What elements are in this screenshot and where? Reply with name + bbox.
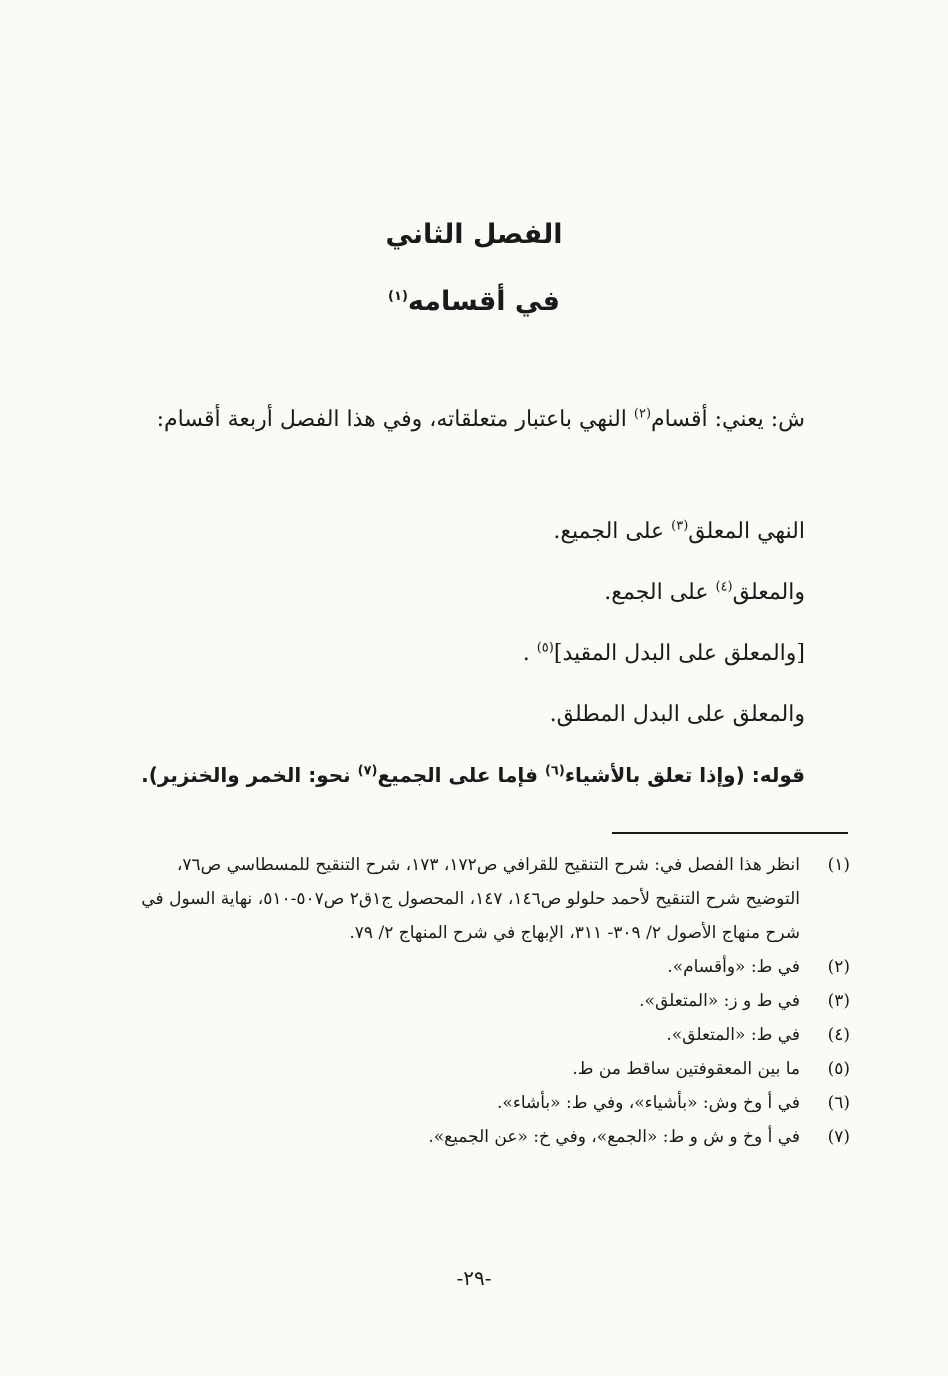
footnote — [140, 1120, 850, 1154]
item-text: على الجميع. — [553, 519, 672, 544]
item-text: . — [522, 641, 537, 666]
footnote-separator — [612, 832, 848, 834]
footnote — [140, 1086, 850, 1120]
intro-text: النهي باعتبار متعلقاته، وفي هذا الفصل أربعة أقسام: — [156, 407, 634, 432]
chapter-subtitle-text: في أقسامه — [407, 286, 560, 317]
footnote-number: (٦) — [827, 1093, 850, 1113]
page-number: -٢٩- — [456, 1266, 492, 1290]
footnote — [140, 848, 850, 950]
quote-text: قوله: (وإذا تعلق بالأشياء — [564, 763, 805, 787]
footnote-number: (٣) — [827, 991, 850, 1011]
quote-text: نحو: الخمر والخنزير). — [141, 763, 358, 787]
intro-text: ش: يعني: أقسام — [651, 407, 805, 432]
footnote-ref: (٤) — [715, 579, 733, 595]
footnote-number: (١) — [827, 855, 850, 875]
chapter-title: الفصل الثاني — [385, 219, 563, 250]
main-text — [140, 405, 805, 787]
footnote-text: ما بين المعقوفتين ساقط من ط. — [572, 1059, 800, 1079]
footnote-ref: (٦) — [544, 763, 565, 779]
footnote — [140, 950, 850, 984]
division-item — [553, 517, 805, 547]
footnote-number: (٥) — [827, 1059, 850, 1079]
footnote-text: انظر هذا الفصل في: شرح التنقيح للقرافي ص١٧٢، ١٧٣، شرح التنقيح للمسطاسي ص٧٦، التوضيح شرح التنقيح لأحمد حلولو ص١٤٦، ١٤٧، المحصول ج١ق٢ ص٥٠٧-٥١٠، نهاية السول في شرح منهاج الأصول ٢/ ٣٠٩- ٣١١، الإبهاج في شرح المنهاج ٢/ ٧٩. — [141, 855, 800, 943]
footnote — [140, 984, 850, 1018]
footnote-ref: (١) — [388, 289, 408, 304]
footnote-number: (٢) — [827, 957, 850, 977]
footnote — [140, 1052, 850, 1086]
item-text: [والمعلق على البدل المقيد] — [553, 641, 805, 666]
footnote — [140, 1018, 850, 1052]
item-text: على الجمع. — [604, 580, 716, 605]
footnote-text: في ط و ز: «المتعلق». — [639, 991, 800, 1011]
chapter-subtitle — [0, 282, 948, 322]
footnote-number: (٧) — [827, 1127, 850, 1147]
footnote-text: في ط: «المتعلق». — [666, 1025, 800, 1045]
item-text: والمعلق — [732, 580, 805, 605]
footnote-ref: (٧) — [357, 763, 378, 779]
quoted-text — [141, 760, 805, 790]
footnote-text: في ط: «وأقسام». — [667, 957, 800, 977]
footnote-ref: (٣) — [671, 518, 689, 534]
division-item — [604, 578, 805, 608]
footnote-text: في أ وخ و ش و ط: «الجمع»، وفي خ: «عن الجميع». — [428, 1127, 800, 1147]
footnote-ref: (٢) — [633, 406, 652, 422]
footnote-text: في أ وخ وش: «بأشياء»، وفي ط: «بأشاء». — [497, 1093, 800, 1113]
footnotes-list — [140, 848, 850, 1154]
item-text: والمعلق على البدل المطلق. — [549, 702, 805, 727]
intro-paragraph — [140, 405, 805, 435]
division-item — [550, 700, 805, 730]
quote-text: فإما على الجميع — [377, 763, 545, 787]
item-text: النهي المعلق — [688, 519, 805, 544]
footnote-number: (٤) — [827, 1025, 850, 1045]
division-item — [523, 639, 805, 669]
footnote-ref: (٥) — [536, 640, 554, 656]
